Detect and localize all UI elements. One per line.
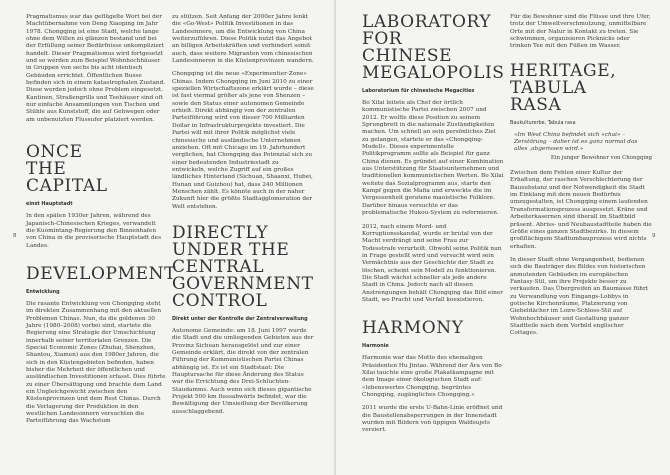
paragraph-autonomous: Autonome Gemeinde: am 18. Juni 1997 wurde die Stadt und die umliegenden Gebieten aus der Provinz Sichuan herausgelöst und zur einer Gemeinde erklärt, die direkt von der zentralen Führung der Kommunistischen Partei Chinas abhängig ist. Es ist ein Stadtstaat: Die Hauptursache für diese Änderung des Status war die Errichtung des Drei-Schluchten-Staudamms. Auch wenn sich dieses gigantische Projekt 500 km flussabwärts befindet, war die Bewältigung der Umsiedlung der Bevölkerung ausschlaggebend. [172,327,314,415]
column-4 [510,14,652,344]
column-2 [172,14,314,422]
paragraph-transformation: Zwischen dem Fehlen einer Kultur der Erhaltung, der raschen Verschlechterung der Bausubstanz und der Notwendigkeit die Stadt im Einklang mit dem neuen Bedürfnis umzugestalten, ist Chongqing einem laufenden Transformationsprozess ausgesetzt. Kräne und Arbeiterkasernen sind überall im Stadtbild präsent. Abriss- und Neubaustadtteile haben die Größe eines ganzen Stadtbezirks. In diesem großflächigem Stadtumbauprozess wird nichts erhalten. [510,170,652,250]
page-number-right: 9 [652,233,656,239]
heading-directly-under-control: DIRECTLY UNDER THE CENTRAL GOVERNMENT CONTROL [172,222,314,311]
paragraph-development: Die rasante Entwicklung von Chongqing steht im direkten Zusammenhang mit den aktuellen Problemen Chinas. Nun, da die goldenen 30 Jahre (1980–2008) vorbei sind, startete die Regierung eine Strategie der Umschichtung innerhalb seiner territorialen Grenzen. Die Special Economic Zones (Zhuhai, Shenzhen, Shantou, Xiamen) aus den 1980er Jahren, die sich in den Küstengebieten befinden, haben bisher die Mehrheit der öffentlichen und ausländischen Investitionen erfasst. Dies führte zu einer Übersättigung und brachte dem Land ein Ungleichgewicht zwischen den Küstenprovinzen und dem Rest Chinas. Durch die Verlagerung der Produktion in den westlichen Landesinnern versuchten die Parteiführung das Wachstum [26,300,166,425]
paragraph-rivers: Für die Bewohner sind die Flüsse und ihre Ufer, trotz der Umweltverschmutzung, unmittelbare Orte mit der Natur in Kontakt zu treten. Sie schwimmen, organisieren Picknicks oder trinken Tee mit den Füßen im Wasser. [510,14,651,50]
heading-laboratory: LABORATORY FOR CHINESE MEGALOPOLIS [362,12,505,83]
heading-development: DEVELOPMENT [26,263,177,284]
paragraph-scandal: 2012, nach einem Mord- und Korruptionsskandal, wurde er brutal von der Macht verdrängt und seine Frau zur Todesstrafe verurteilt. Obwohl seine Politik nun in Frage gestellt wird und versucht wird sein Vermächtnis aus der Geschichte der Stadt zu löschen, scheint sein Modell zu funktionieren. Die Stadt wächst schneller als jede andere Stadt in China. Jedoch nach all diesen Anstrengungen behält Chongqing das Bild einer Stadt, wo Pracht und Verfall koexistieren. [362,223,503,303]
paragraph-go-west: zu stützen. Seit Anfang der 2000er Jahre lenkt die «Go-West» Politik Investitionen in das Landesinnere, um die Entwicklung von China weiterzuführen. Diese Politik nutzt das Angebot an billigen Arbeitskräften und verhindert somit auch, dass weitere Migranten vom chinesischen Landesinneren in die Küstenprovinzen wandern. [172,14,314,65]
column-1 [26,14,177,432]
paragraph-harmony: Harmonie war das Motto des ehemaligen Präsidenten Hu Jintao. Während der Ära von Bo Xilai tauchte eine große Plakatkampagne mit dem Image einer ökologischen Stadt auf: «lebenswertes Chongqing, begrüntes Chongqing, zugängliches Chongqing.» [362,355,502,398]
paragraph-experiment-zone: Chongqing ist die neue «Experimentier-Zone» Chinas. Indem Chongqing im Juni 2010 zu einer speziellen Wirtschaftszone erklärt wurde – diese ist fast viermal größer als jene von Shenzen – sowie den Status einer autonomen Gemeinde erhielt. Direkt abhängig von der zentralen Parteiführung wird von dieser 700 Milliarden Dollar in Infrastrukturprojekte investiert. Die Partei will mit ihrer Politik möglichst viele chinesische und ausländische Unternehmen anziehen. Oft mit Chicago im 19. Jahrhundert verglichen, hat Chongqing das Potenzial sich zu einer bedeutenden Industriestadt zu entwickeln, welche Zugriff auf ein großes ländliches Hinterland (Sichuan, Shaanxi, Hubei, Hunan und Guizhou) hat, dass 240 Millionen Menschen zählt. Es könnte auch in der naher Zukunft hier die größte Stadtagglomeration der Welt entstehen. [172,71,314,210]
heading-harmony: HARMONY [362,318,464,339]
paragraph-pragmatism: Pragmatismus war das geflügelte Wort bei der Machtübernahme von Deng Xiaoping im Jahr 1978. Chongqing ist eine Stadt, welche lange ohne dem Willen zu glänzen bestand und bei der Erfüllung seiner Bedürfnisse unkompliziert handelt. Dieser Pragmatismus wird fortgesetzt und so werden zum Beispiel Wohnhochhäuser in Gruppen von sechs bis acht identisch Gebäuden errichtet. Öffentlichen Busse befinden sich in einem katastrophalen Zustand. Diese werden jedoch ohne Problem eingesetzt. Kantinen, Straßengrills und Teehäuser sind oft nur einfache Ansammlungen von Tischen und Stühle aus Kunststoff, die auf Gehwegen oder am unbenutzten Flussufer platziert werden. [26,14,166,123]
paragraph-metro: 2011 wurde die erste U-Bahn-Linie eröffnet und die Baustellenabsperrungen in der Innenstadt wurden mit Bildern von üppigen Waldsujets verziert. [362,405,503,434]
paragraph-capital: In den späten 1930er Jahren, während des Japanisch-Chinesischen Krieges, verwandelt die Kuomintang-Regierung den Binnenhafen von China in die provisorische Hauptstadt des Landes. [26,213,162,249]
heading-once-the-capital: ONCE THE CAPITAL [26,142,108,197]
subheading-direkt-kontrolle: Direkt unter der Kontrolle der Zentralverwaltung [172,315,308,322]
subheading-einst-hauptstadt: einst Hauptstadt [26,201,73,208]
subheading-harmonie: Harmonie [362,343,389,350]
subheading-laboratorium: Laboratorium für chinesische Megacities [362,88,475,94]
subheading-baukulturerbe: Baukulturerbe, Tabula rasa [510,119,576,126]
quote-source: Ein junger Bewohner von Chongqing [550,154,652,161]
paragraph-fantasy-style: In dieser Stadt ohne Vergangenheit, bedienen sich die Bauträger des Bildes von historischen anmutenden Gebäuden im europäischen Fantasy-Stil, um ihre Projekte besser zu verkaufen. Das Übergreifen an Baumasse führt zu Verwandlung von Eingangs-Lobbys in gotische Kirchenräume, Platzierung von Giebeldächer im Loire-Schloss-Stil auf Wohnhochhäuser und Gestaltung ganzer Stadtteile nach dem Vorbild englischer Cottages. [510,256,649,337]
quote-chai: «Im West China befindet sich «chai» – Zerstörung – daher ist es ganz normal das alles ‚abgerissen wird.» [514,131,638,153]
column-3 [362,14,504,441]
page-number-left: 8 [13,233,17,239]
book-gutter [334,0,336,475]
subheading-entwicklung: Entwicklung [26,288,60,295]
paragraph-bo-xilai: Bo Xilai leitete als Chef der örtlich kommunistische Partei zwischen 2007 und 2012. Er wollte diese Position zu seinem Sprungbrett in die nationale Zuständigkeiten machen. Um schnell an sein persönliches Ziel zu gelangen, startete er das «Chongqing-Modell». Dieses experimentelle Politikprogramm sollte als Beispiel für ganz China dienen. Es gründet auf einer Kombination aus Unterstützung für Staatsunternehmen und traditionellen kommunistischen Werten. Bo Xilai weitete das Sozialprogramm aus, starte den Kampf gegen die Mafia und erweckte die im Vergessenheit geratene maoistische Folklore. Darüber hinaus versuchte er das problematische Hukou-System zu reformieren. [362,100,504,217]
heading-heritage: HERITAGE, TABULA RASA [510,60,617,115]
